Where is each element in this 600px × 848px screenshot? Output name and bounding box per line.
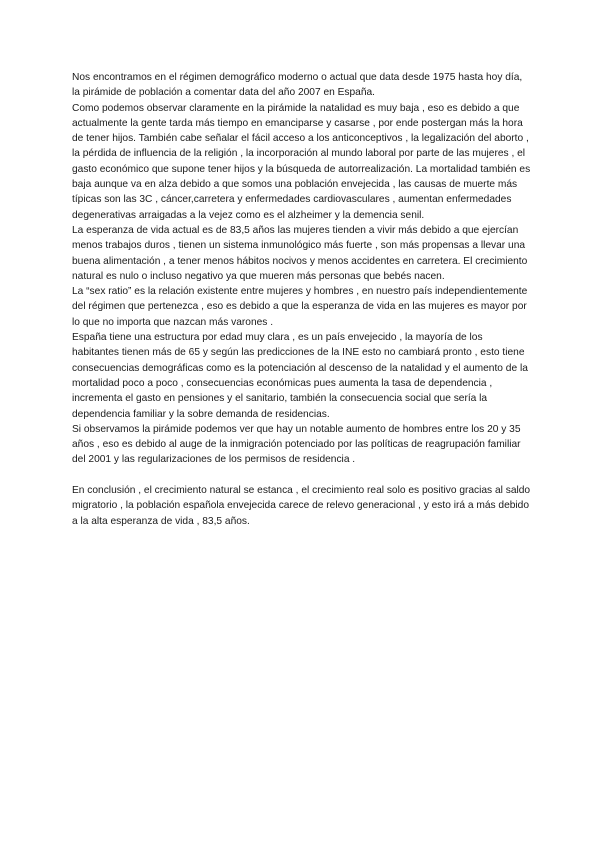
paragraph-sex-ratio: La “sex ratio” es la relación existente entre mujeres y hombres , en nuestro país independientemente del régimen que pertenezca , eso es debido a que la esperanza de vida en las mujeres es mayor por lo que no importa que nazcan más varones . (72, 286, 528, 328)
paragraph-age-structure: España tiene una estructura por edad muy clara , es un país envejecido , la mayoría de los habitantes tienen más de 65 y según las predicciones de la INE esto no cambiará pronto , esto tiene consecuencias demográficas como es la potenciación al descenso de la natalidad y el aumento de la mortalidad poco a poco , consecuencias económicas pues aumenta la tasa de dependencia , incrementa el gasto en pensiones y el sanitario, también la consecuencia social que sería la dependencia familiar y la sobre demanda de residencias. (72, 332, 528, 420)
paragraph-conclusion: En conclusión , el crecimiento natural se estanca , el crecimiento real solo es positivo gracias al saldo migratorio , la población española envejecida carece de relevo generacional , y esto irá a más debido a la alta esperanza de vida , 83,5 años. (72, 485, 531, 527)
document-page (72, 70, 532, 529)
paragraph-immigration: Si observamos la pirámide podemos ver que hay un notable aumento de hombres entre los 20 y 35 años , eso es debido al auge de la inmigración potenciado por las políticas de reagrupación familiar del 2001 y las regularizaciones de los permisos de residencia . (72, 423, 521, 466)
paragraph-intro: Nos encontramos en el régimen demográfico moderno o actual que data desde 1975 hasta hoy día, la pirámide de población a comentar data del año 2007 en España. (72, 72, 523, 99)
paragraph-natality-mortality: Como podemos observar claramente en la pirámide la natalidad es muy baja , eso es debido a que actualmente la gente tarda más tiempo en emanciparse y casarse , por ende postergan más la hora de tener hijos. También cabe señalar el fácil acceso a los anticonceptivos , la legalización del aborto , la pérdida de influencia de la religión , la incorporación al mundo laboral por parte de las mujeres , el gasto económico que supone tener hijos y la búsqueda de autorrealización. La mortalidad también es baja aunque va en alza debido a que somos una población envejecida , las causas de muerte más típicas son las 3C , cáncer,carretera y enfermedades cardiovasculares , aumentan enfermedades degenerativas arraigadas a la vejez como es el alzheimer y la demencia senil. (72, 102, 531, 221)
paragraph-spacer (72, 468, 532, 483)
paragraph-life-expectancy: La esperanza de vida actual es de 83,5 años las mujeres tienden a vivir más debido a que ejercían menos trabajos duros , tienen un sistema inmunológico más fuerte , son más propensas a llevar una buena alimentación , a tener menos hábitos nocivos y menos accidentes en carretera. El crecimiento natural es nulo o incluso negativo ya que mueren más personas que bebés nacen. (72, 224, 528, 282)
